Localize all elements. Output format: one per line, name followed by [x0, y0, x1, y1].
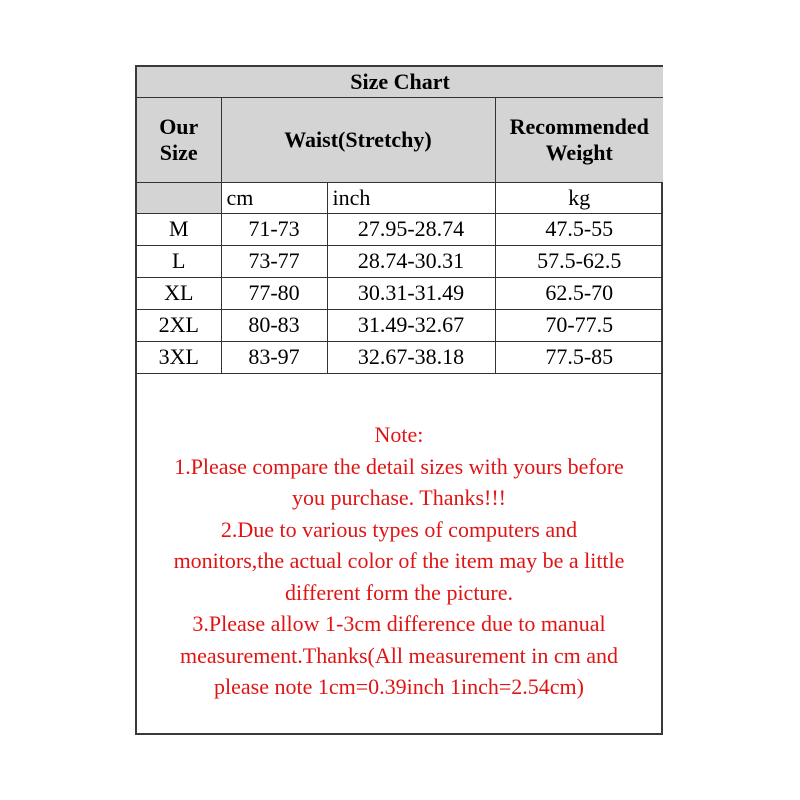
kg-cell: 47.5-55 — [495, 214, 663, 246]
cm-cell: 73-77 — [221, 246, 327, 278]
note-heading: Note: — [374, 422, 424, 447]
table-row — [137, 310, 663, 342]
kg-cell: 57.5-62.5 — [495, 246, 663, 278]
waist-header: Waist(Stretchy) — [221, 98, 495, 183]
note-line: 1.Please compare the detail sizes with yours before — [174, 453, 624, 479]
unit-cm: cm — [221, 183, 327, 214]
weight-header — [495, 98, 663, 183]
size-cell: 3XL — [137, 342, 221, 374]
unit-inch: inch — [327, 183, 495, 214]
note-line: monitors,the actual color of the item may be a little — [173, 548, 625, 573]
size-cell: XL — [137, 278, 221, 310]
table-row — [137, 342, 663, 374]
note-line: 3.Please allow 1-3cm difference due to manual — [192, 611, 606, 636]
inch-cell: 32.67-38.18 — [327, 342, 495, 374]
weight-header-line2: Weight — [545, 140, 613, 165]
inch-cell: 31.49-32.67 — [327, 310, 495, 342]
note-line: please note 1cm=0.39inch 1inch=2.54cm) — [214, 674, 584, 699]
table-row — [137, 246, 663, 278]
kg-cell: 77.5-85 — [495, 342, 663, 374]
note-line: different form the picture. — [284, 579, 514, 605]
unit-size-blank — [137, 183, 221, 214]
size-cell: 2XL — [137, 310, 221, 342]
unit-row — [137, 183, 663, 214]
kg-cell: 70-77.5 — [495, 310, 663, 342]
chart-title: Size Chart — [137, 67, 663, 98]
kg-cell: 62.5-70 — [495, 278, 663, 310]
cm-cell: 80-83 — [221, 310, 327, 342]
header-row — [137, 98, 663, 183]
inch-cell: 28.74-30.31 — [327, 246, 495, 278]
cm-cell: 71-73 — [221, 214, 327, 246]
inch-cell: 30.31-31.49 — [327, 278, 495, 310]
table-row — [137, 214, 663, 246]
title-row — [137, 67, 663, 98]
note-line: you purchase. Thanks!!! — [291, 485, 507, 510]
size-header-line1: Our — [159, 113, 199, 139]
size-header — [137, 98, 221, 183]
size-header-line2: Size — [159, 140, 198, 165]
size-cell: M — [137, 214, 221, 246]
cm-cell: 83-97 — [221, 342, 327, 374]
unit-kg: kg — [495, 183, 663, 214]
cm-cell: 77-80 — [221, 278, 327, 310]
note-line: 2.Due to various types of computers and — [220, 516, 578, 542]
notes-section — [137, 419, 661, 703]
size-chart — [135, 65, 663, 735]
table-row — [137, 278, 663, 310]
inch-cell: 27.95-28.74 — [327, 214, 495, 246]
size-table — [137, 67, 663, 374]
size-cell: L — [137, 246, 221, 278]
weight-header-line1: Recommended — [509, 113, 649, 139]
note-line: measurement.Thanks(All measurement in cm and — [179, 642, 619, 668]
